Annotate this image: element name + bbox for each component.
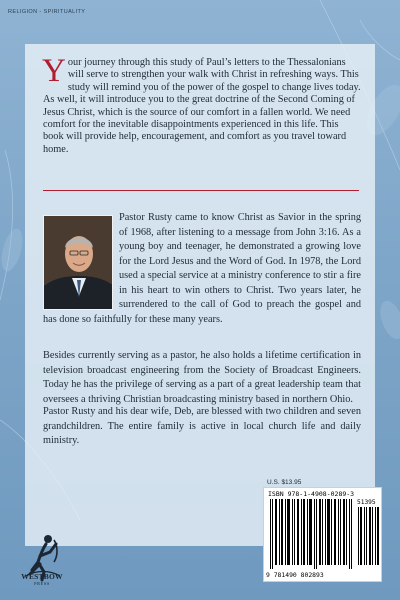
drop-cap: Y: [42, 53, 66, 89]
isbn-text: ISBN 978-1-4908-0289-3: [268, 490, 355, 498]
author-bio: [43, 211, 361, 327]
barcode-number: 9 781490 802893: [266, 571, 324, 579]
bio-text: Pastor Rusty came to know Christ as Savior in the spring of 1968, after listening to a message from John 3:16. As a young boy and teenager, he demonstrated a growing love for the Lord Jesus and the Word of God. In 1978, the Lord used a special service at a ministry conference to stir a fire in his heart to win others to Christ. Two years later, he surrendered to the call of God to preach the gospel and has done so faithfully for these many years.: [43, 212, 361, 325]
publisher-sub: PRESS: [34, 581, 50, 586]
category-label: RELIGION - SPIRITUALITY: [8, 9, 86, 15]
red-divider: [43, 190, 359, 191]
bio-paragraph-broadcast: Besides currently serving as a pastor, he also holds a lifetime certification in television broadcast engineering from the Society of Broadcast Engineers. Today he has the privilege of serving as a part of a great leadership team that oversees a thriving Christian broadcasting ministry based in northern Ohio.: [43, 350, 361, 405]
bio-paragraph-family: Pastor Rusty and his dear wife, Deb, are blessed with two children and seven grandchildren. The entire family is active in local church life and daily ministry.: [43, 406, 361, 446]
barcode-icon: [268, 499, 380, 571]
barcode-addon-text: 51395: [357, 499, 376, 506]
intro-text: our journey through this study of Paul’s letters to the Thessalonians will serve to strengthen your walk with Christ in refreshing ways. This study will remind you of the power of the gospel to change lives today. As well, it will introduce you to the great doctrine of the Second Coming of Jesus Christ, which is the source of our comfort in a fallen world. We need comfort for the inevitable disappointments experienced in this life. This book will provide help, encouragement, and comfort as you travel toward home.: [43, 57, 361, 155]
intro-paragraph: [42, 53, 361, 156]
publisher-logo-text: [16, 572, 68, 586]
price-label: U.S. $13.95: [267, 479, 302, 486]
photo-wrap-space: [43, 211, 119, 309]
publisher-name: WESTBOW: [21, 572, 63, 581]
